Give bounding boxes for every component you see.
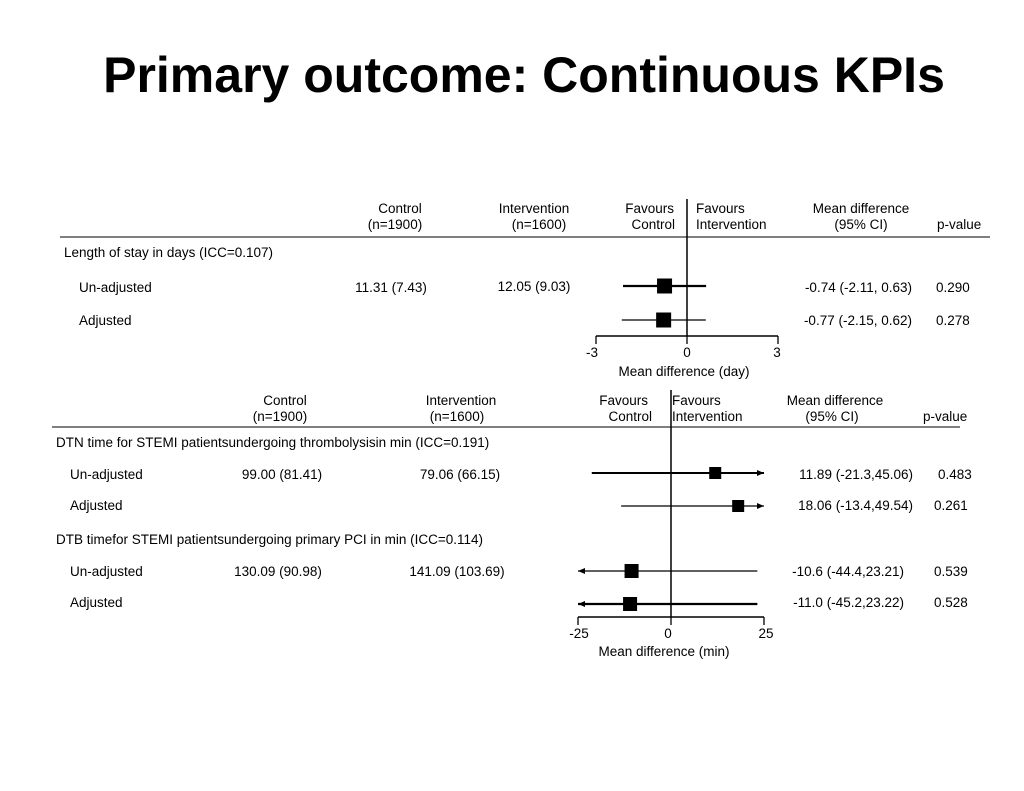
header-favours-right: Favours: [696, 201, 745, 216]
control-value: 130.09 (90.98): [234, 564, 322, 579]
estimate-value: -0.77 (-2.15, 0.62): [803, 313, 912, 328]
group-label: DTN time for STEMI patientsundergoing thrombolysisin min (ICC=0.191): [56, 435, 490, 450]
axis-tick-label: 0: [664, 626, 672, 641]
row-label: Un-adjusted: [70, 564, 143, 579]
point-estimate-marker: [657, 279, 672, 294]
axis-tick-label: -3: [585, 345, 598, 360]
ci-arrow-right: [757, 503, 764, 509]
axis-tick-label: 0: [683, 345, 691, 360]
intervention-value: 141.09 (103.69): [409, 564, 505, 579]
ci-arrow-right: [757, 470, 764, 476]
group-label: Length of stay in days (ICC=0.107): [64, 245, 273, 260]
point-estimate-marker: [709, 467, 721, 479]
p-value: 0.278: [936, 313, 970, 328]
header-intervention: Intervention: [425, 393, 497, 408]
axis-tick-label: 25: [758, 626, 774, 641]
header-control-n: (n=1900): [252, 409, 308, 424]
header-favours-right: Favours: [672, 393, 721, 408]
header-control: Control: [263, 393, 307, 408]
header-mean-difference: Mean difference: [812, 201, 910, 216]
estimate-value: -11.0 (-45.2,23.22): [793, 595, 904, 610]
axis-label: Mean difference (day): [618, 364, 750, 379]
row-label: Adjusted: [70, 498, 123, 513]
ci-arrow-left: [578, 568, 585, 574]
p-value: 0.483: [938, 467, 972, 482]
header-intervention-n: (n=1600): [511, 217, 567, 232]
header-favours-left: Favours: [625, 201, 674, 216]
axis-tick-label: 3: [773, 345, 781, 360]
axis-label: Mean difference (min): [598, 644, 730, 659]
header-mean-difference: Mean difference: [786, 393, 884, 408]
header-favours-intervention: Intervention: [696, 217, 767, 232]
intervention-value: 12.05 (9.03): [497, 279, 571, 294]
p-value: 0.528: [934, 595, 968, 610]
header-control: Control: [378, 201, 422, 216]
p-value: 0.290: [936, 280, 970, 295]
point-estimate-marker: [625, 564, 639, 578]
row-label: Adjusted: [79, 313, 132, 328]
header-favours-control: Control: [631, 217, 675, 232]
control-value: 99.00 (81.41): [241, 467, 323, 482]
header-control-n: (n=1900): [367, 217, 423, 232]
header-pvalue: p-value: [937, 217, 982, 232]
header-pvalue: p-value: [923, 409, 968, 424]
estimate-value: 18.06 (-13.4,49.54): [798, 498, 913, 513]
intervention-value: 79.06 (66.15): [419, 467, 501, 482]
point-estimate-marker: [623, 597, 637, 611]
estimate-value: 11.89 (-21.3,45.06): [799, 467, 913, 482]
header-favours-left: Favours: [599, 393, 648, 408]
header-ci: (95% CI): [834, 217, 888, 232]
header-intervention-n: (n=1600): [429, 409, 485, 424]
ci-arrow-left: [578, 601, 585, 607]
header-favours-intervention: Intervention: [672, 409, 743, 424]
estimate-value: -10.6 (-44.4,23.21): [792, 564, 904, 579]
header-intervention: Intervention: [498, 201, 570, 216]
slide-title: Primary outcome: Continuous KPIs: [103, 47, 945, 103]
row-label: Adjusted: [70, 595, 123, 610]
header-ci: (95% CI): [805, 409, 859, 424]
p-value: 0.539: [934, 564, 968, 579]
header-favours-control: Control: [608, 409, 652, 424]
point-estimate-marker: [732, 500, 744, 512]
axis-tick-label: -25: [569, 626, 589, 641]
p-value: 0.261: [934, 498, 968, 513]
estimate-value: -0.74 (-2.11, 0.63): [804, 280, 912, 295]
group-label: DTB timefor STEMI patientsundergoing primary PCI in min (ICC=0.114): [56, 532, 484, 547]
control-value: 11.31 (7.43): [355, 280, 427, 295]
row-label: Un-adjusted: [70, 467, 143, 482]
row-label: Un-adjusted: [79, 280, 152, 295]
point-estimate-marker: [656, 313, 671, 328]
